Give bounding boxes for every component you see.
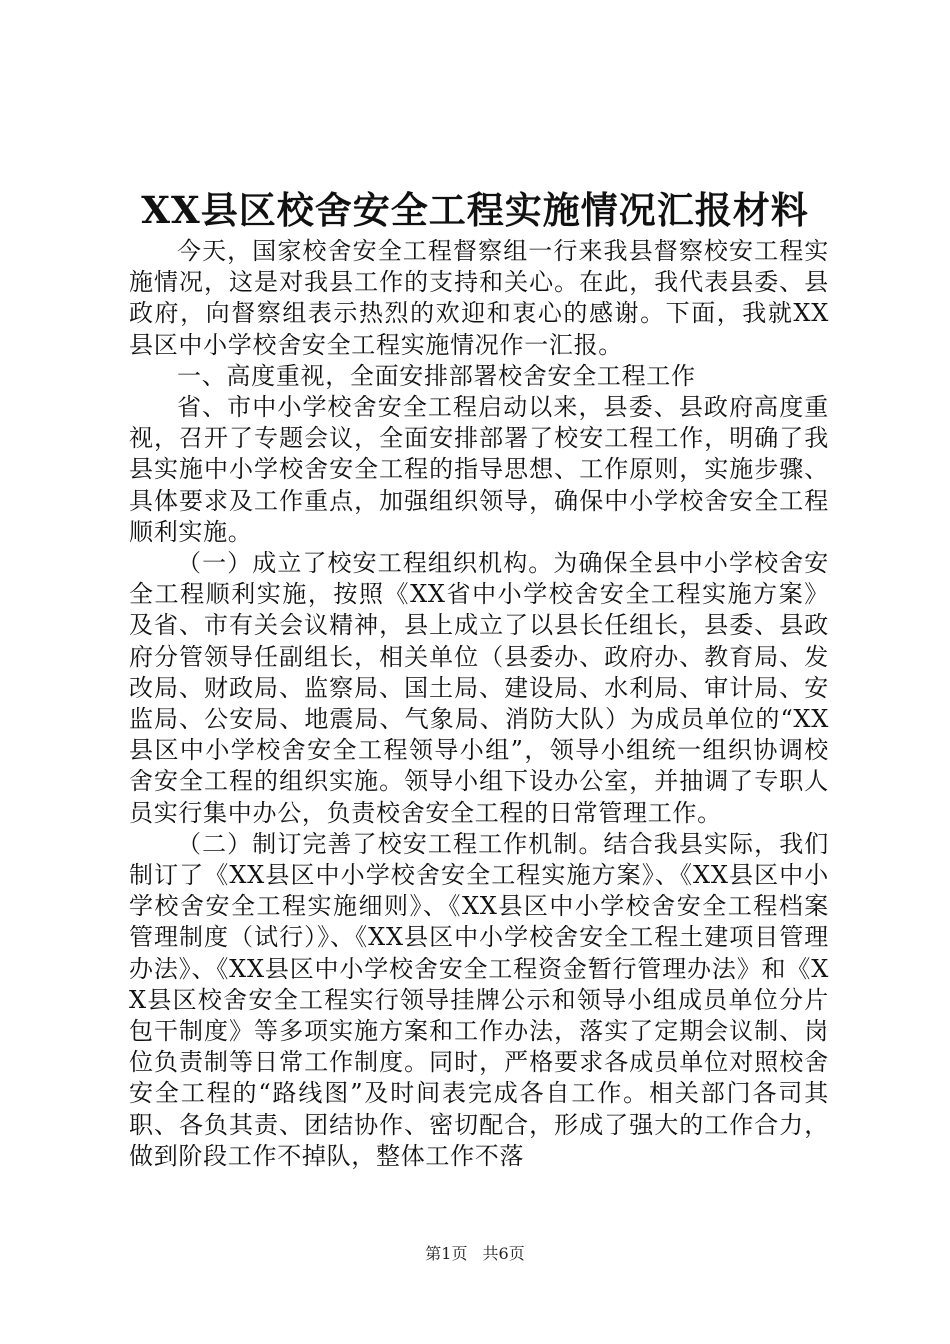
document-title: XX县区校舍安全工程实施情况汇报材料	[141, 188, 809, 232]
page-footer	[0, 1242, 950, 1266]
document-body	[129, 236, 829, 1172]
section-heading-1: 一、高度重视，全面安排部署校舍安全工程工作	[177, 361, 696, 390]
paragraph-subsection-2: （二）制订完善了校安工程工作机制。结合我县实际，我们制订了《XX县区中小学校舍安全工程实施方案》、《XX县区中小学校舍安全工程实施细则》、《XX县区中小学校舍安全工程档案管理制度（试行）》、《XX县区中小学校舍安全工程土建项目管理办法》、《XX县区中小学校舍安全工程资金暂行管理办法》和《XX县区校舍安全工程实行领导挂牌公示和领导小组成员单位分片包干制度》等多项实施方案和工作办法，落实了定期会议制、岗位负责制等日常工作制度。同时，严格要求各成员单位对照校舍安全工程的“路线图”及时间表完成各自工作。相关部门各司其职、各负其责、团结协作、密切配合，形成了强大的工作合力，做到阶段工作不掉队，整体工作不落	[129, 829, 829, 1170]
page-total: 共6页	[482, 1244, 525, 1263]
paragraph-subsection-1: （一）成立了校安工程组织机构。为确保全县中小学校舍安全工程顺利实施，按照《XX省中小学校舍安全工程实施方案》及省、市有关会议精神，县上成立了以县长任组长，县委、县政府分管领导任副组长，相关单位（县委办、政府办、教育局、发改局、财政局、监察局、国土局、建设局、水利局、审计局、安监局、公安局、地震局、气象局、消防大队）为成员单位的“XX县区中小学校舍安全工程领导小组”，领导小组统一组织协调校舍安全工程的组织实施。领导小组下设办公室，并抽调了专职人员实行集中办公，负责校舍安全工程的日常管理工作。	[129, 549, 829, 827]
paragraph-intro: 今天，国家校舍安全工程督察组一行来我县督察校安工程实施情况，这是对我县工作的支持和关心。在此，我代表县委、县政府，向督察组表示热烈的欢迎和衷心的感谢。下面，我就XX县区中小学校舍安全工程实施情况作一汇报。	[129, 237, 829, 359]
paragraph-section-1: 省、市中小学校舍安全工程启动以来，县委、县政府高度重视，召开了专题会议，全面安排部署了校安工程工作，明确了我县实施中小学校舍安全工程的指导思想、工作原则，实施步骤、具体要求及工作重点，加强组织领导，确保中小学校舍安全工程顺利实施。	[129, 393, 829, 546]
page-number: 第1页	[425, 1244, 468, 1263]
